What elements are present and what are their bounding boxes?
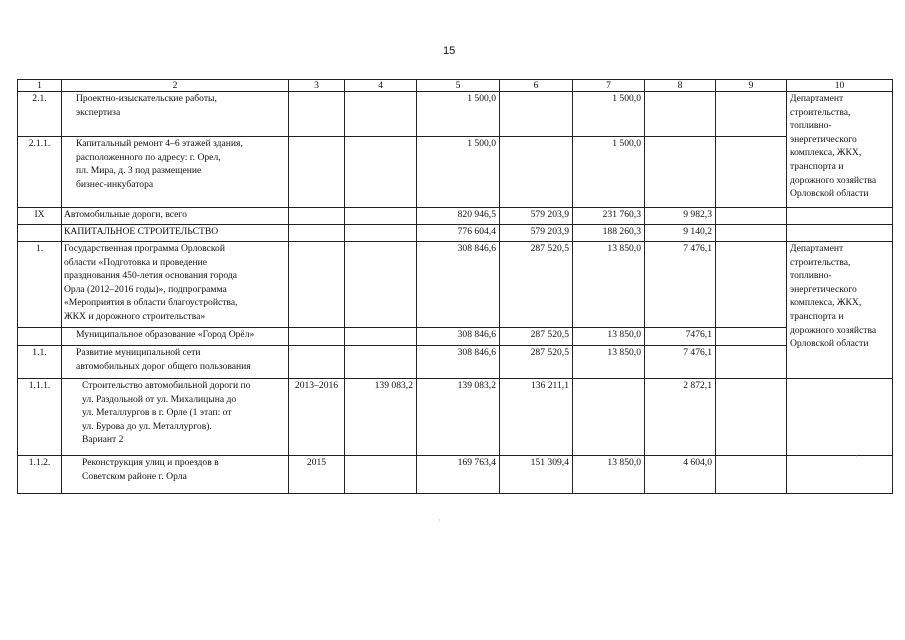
cell-department: [787, 456, 893, 494]
cell-value: [716, 137, 787, 208]
cell-value: 308 846,6: [417, 346, 500, 379]
column-number: 9: [716, 80, 787, 92]
cell-department: [787, 208, 893, 225]
row-index: [18, 225, 62, 242]
column-number: 8: [645, 80, 716, 92]
row-index: 1.1.2.: [18, 456, 62, 494]
scan-speck: ·: [438, 516, 441, 525]
cell-value: 13 850,0: [573, 242, 645, 328]
row-title: Муниципальное образование «Город Орёл»: [62, 328, 289, 346]
cell-value: 579 203,9: [500, 225, 573, 242]
cell-value: [345, 456, 417, 494]
cell-value: 287 520,5: [500, 242, 573, 328]
table-row: [18, 92, 893, 137]
cell-department: [787, 225, 893, 242]
cell-value: 287 520,5: [500, 346, 573, 379]
cell-period: 2015: [289, 456, 345, 494]
cell-value: [345, 328, 417, 346]
row-index: 2.1.1.: [18, 137, 62, 208]
cell-value: 776 604,4: [417, 225, 500, 242]
cell-value: 287 520,5: [500, 328, 573, 346]
cell-period: [289, 328, 345, 346]
cell-value: [345, 208, 417, 225]
row-index: 1.: [18, 242, 62, 328]
cell-value: [716, 456, 787, 494]
column-number: 7: [573, 80, 645, 92]
column-number: 10: [787, 80, 893, 92]
cell-period: [289, 225, 345, 242]
cell-value: 7476,1: [645, 328, 716, 346]
cell-period: [289, 346, 345, 379]
cell-value: 1 500,0: [573, 92, 645, 137]
row-title: Развитие муниципальной сети автомобильных дорог общего пользования: [62, 346, 289, 379]
cell-value: [716, 208, 787, 225]
column-number: 5: [417, 80, 500, 92]
cell-value: 13 850,0: [573, 346, 645, 379]
cell-value: [500, 137, 573, 208]
cell-value: 820 946,5: [417, 208, 500, 225]
responsible-department: Департамент строительства, топливно- энергетического комплекса, ЖКХ, транспорта и дорожного хозяйства Орловской области: [787, 242, 893, 379]
cell-period: [289, 92, 345, 137]
row-title: Капитальный ремонт 4–6 этажей здания, расположенного по адресу: г. Орел, пл. Мира, д. 3 под размещение бизнес-инкубатора: [62, 137, 289, 208]
column-number-row: [18, 80, 893, 92]
cell-value: 139 083,2: [417, 379, 500, 456]
cell-value: 7 476,1: [645, 242, 716, 328]
budget-table: [17, 79, 893, 494]
row-title: Строительство автомобильной дороги по ул. Раздольной от ул. Михалицына до ул. Металлургов в г. Орле (1 этап: от ул. Бурова до ул. Металлургов). Вариант 2: [62, 379, 289, 456]
row-title: Проектно-изыскательские работы, экспертиза: [62, 92, 289, 137]
cell-period: 2013–2016: [289, 379, 345, 456]
cell-value: [345, 242, 417, 328]
table-row: [18, 346, 893, 379]
cell-value: [716, 328, 787, 346]
cell-value: 2 872,1: [645, 379, 716, 456]
cell-value: [500, 92, 573, 137]
cell-value: [345, 225, 417, 242]
column-number: 2: [62, 80, 289, 92]
cell-value: 9 982,3: [645, 208, 716, 225]
page-number: 15: [443, 45, 456, 57]
cell-value: 579 203,9: [500, 208, 573, 225]
cell-period: [289, 137, 345, 208]
cell-period: [289, 242, 345, 328]
cell-value: 231 760,3: [573, 208, 645, 225]
row-index: 1.1.: [18, 346, 62, 379]
cell-value: 188 260,3: [573, 225, 645, 242]
row-title: Реконструкция улиц и проездов в Советском районе г. Орла: [62, 456, 289, 494]
table-row: [18, 456, 893, 494]
cell-department: [787, 379, 893, 456]
cell-value: [573, 379, 645, 456]
cell-value: [645, 137, 716, 208]
table-row: [18, 242, 893, 328]
cell-period: [289, 208, 345, 225]
table-row: [18, 225, 893, 242]
table-row: [18, 328, 893, 346]
column-number: 3: [289, 80, 345, 92]
row-index: [18, 328, 62, 346]
cell-value: [345, 346, 417, 379]
cell-value: 1 500,0: [573, 137, 645, 208]
cell-value: 7 476,1: [645, 346, 716, 379]
scan-speck: ·: [855, 452, 858, 461]
table-row: [18, 137, 893, 208]
cell-value: [345, 92, 417, 137]
responsible-department: Департамент строительства, топливно- энергетического комплекса, ЖКХ, транспорта и дорожного хозяйства Орловской области: [787, 92, 893, 208]
row-index: 1.1.1.: [18, 379, 62, 456]
row-title: Автомобильные дороги, всего: [62, 208, 289, 225]
table-row: [18, 379, 893, 456]
column-number: 1: [18, 80, 62, 92]
cell-value: 136 211,1: [500, 379, 573, 456]
cell-value: 151 309,4: [500, 456, 573, 494]
row-title: КАПИТАЛЬНОЕ СТРОИТЕЛЬСТВО: [62, 225, 289, 242]
column-number: 6: [500, 80, 573, 92]
cell-value: 308 846,6: [417, 242, 500, 328]
cell-value: 169 763,4: [417, 456, 500, 494]
cell-value: 1 500,0: [417, 92, 500, 137]
cell-value: [716, 346, 787, 379]
cell-value: 4 604,0: [645, 456, 716, 494]
row-title: Государственная программа Орловской области «Подготовка и проведение празднования 450-летия основания города Орла (2012–2016 годы)», подпрограмма «Мероприятия в области благоустройства, ЖКХ и дорожного строительства»: [62, 242, 289, 328]
column-number: 4: [345, 80, 417, 92]
cell-value: 13 850,0: [573, 328, 645, 346]
cell-value: 139 083,2: [345, 379, 417, 456]
cell-value: 9 140,2: [645, 225, 716, 242]
table-row: [18, 208, 893, 225]
cell-value: 1 500,0: [417, 137, 500, 208]
cell-value: [345, 137, 417, 208]
cell-value: [716, 242, 787, 328]
cell-value: 308 846,6: [417, 328, 500, 346]
cell-value: 13 850,0: [573, 456, 645, 494]
row-index: 2.1.: [18, 92, 62, 137]
cell-value: [716, 379, 787, 456]
row-index: IX: [18, 208, 62, 225]
cell-value: [716, 225, 787, 242]
cell-value: [645, 92, 716, 137]
cell-value: [716, 92, 787, 137]
